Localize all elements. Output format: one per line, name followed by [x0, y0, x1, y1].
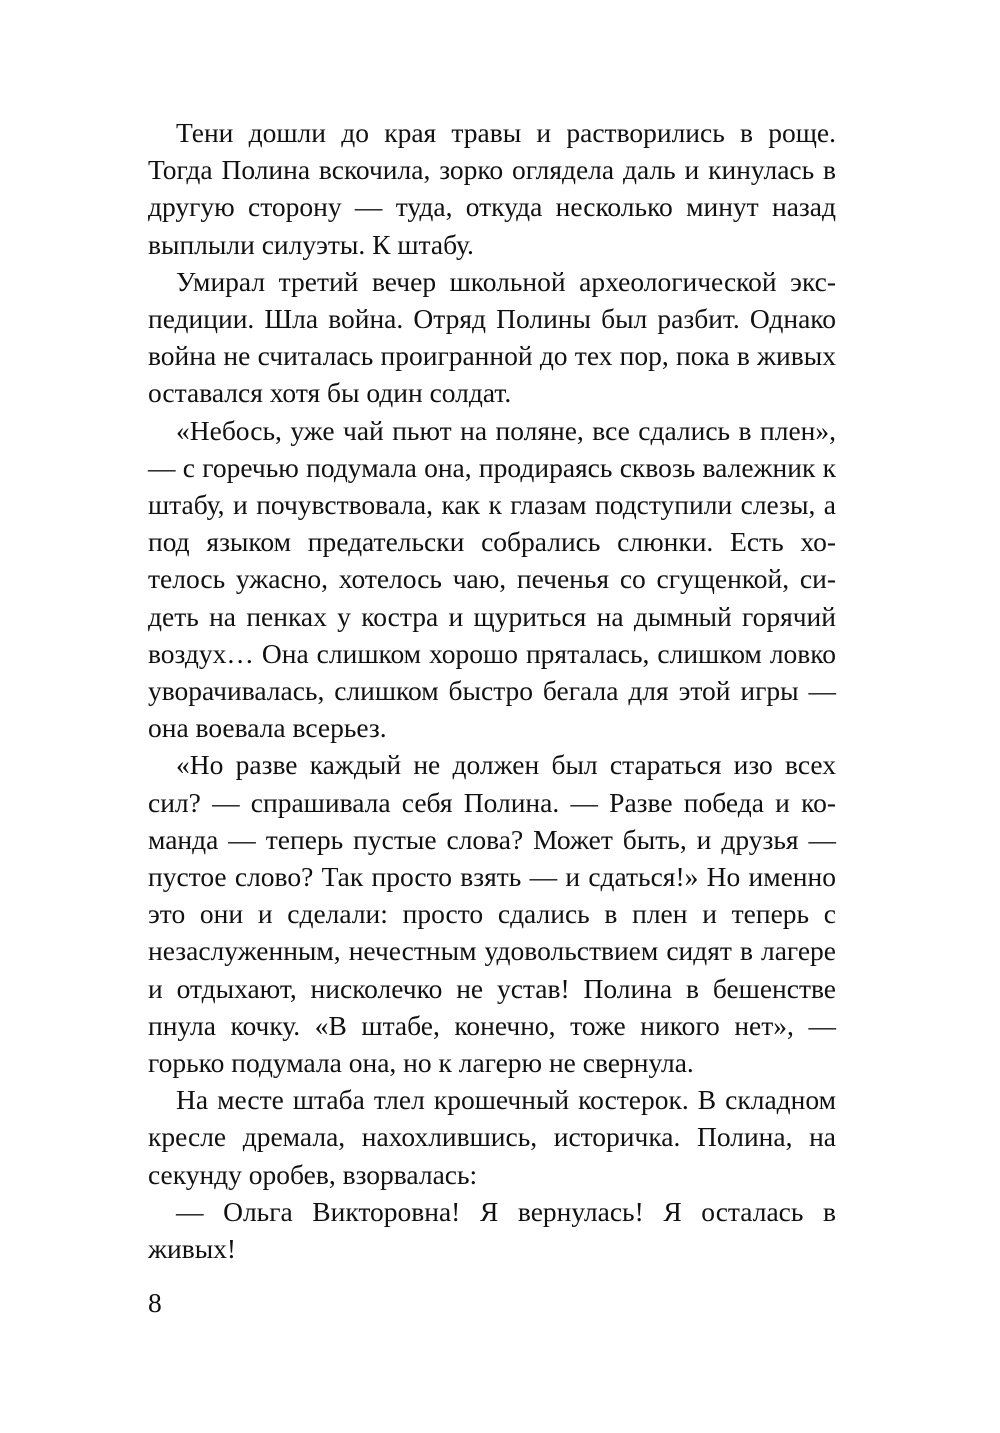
page-number: 8 — [148, 1287, 162, 1318]
paragraph-6: — Ольга Викторовна! Я вернулась! Я осталась в живых! — [148, 1195, 836, 1265]
paragraph-1: Тени дошли до края травы и растворились в роще. Тогда Полина вскочила, зорко оглядела даль и кинулась в другую сторону — туда, откуда несколько минут назад выплыли силуэты. К штабу. — [148, 117, 836, 260]
paragraph-4: «Но разве каждый не должен был стараться изо всех сил? — спрашивала себя Полина. — Разве победа и команда — теперь пустые слова? Может быть, и друзья — пустое слово? Так просто взять — и сдаться!» Но именно это они и сделали: просто сдались в плен и теперь с незаслуженным, нечестным удовольствием сидят в лагере и отдыхают, нисколечко не устав! Полина в бешенстве пнула кочку. «В штабе, конечно, тоже никого нет», — горько подумала она, но к лагерю не свернула. — [148, 749, 836, 1079]
paragraph-3: «Небось, уже чай пьют на поляне, все сдались в плен», — с горечью подумала она, продираясь сквозь валежник к штабу, и почувствовала, как к глазам подступили слезы, а под языком предательски собрались слюнки. Есть хотелось ужасно, хотелось чаю, печенья со сгущенкой, сидеть на пенках у костра и щуриться на дымный горячий воздух… Она слишком хорошо пряталась, слишком ловко уворачивалась, слишком быстро бегала для этой игры — она воевала всерьез. — [148, 414, 836, 744]
paragraph-2: Умирал третий вечер школьной археологической экспедиции. Шла война. Отряд Полины был разбит. Однако война не считалась проигранной до тех пор, пока в живых оставался хотя бы один солдат. — [148, 265, 836, 409]
body-text — [148, 114, 836, 1267]
paragraph-5: На месте штаба тлел крошечный костерок. В складном кресле дремала, нахохлившись, историчка. Полина, на секунду оробев, взорвалась: — [148, 1084, 836, 1190]
